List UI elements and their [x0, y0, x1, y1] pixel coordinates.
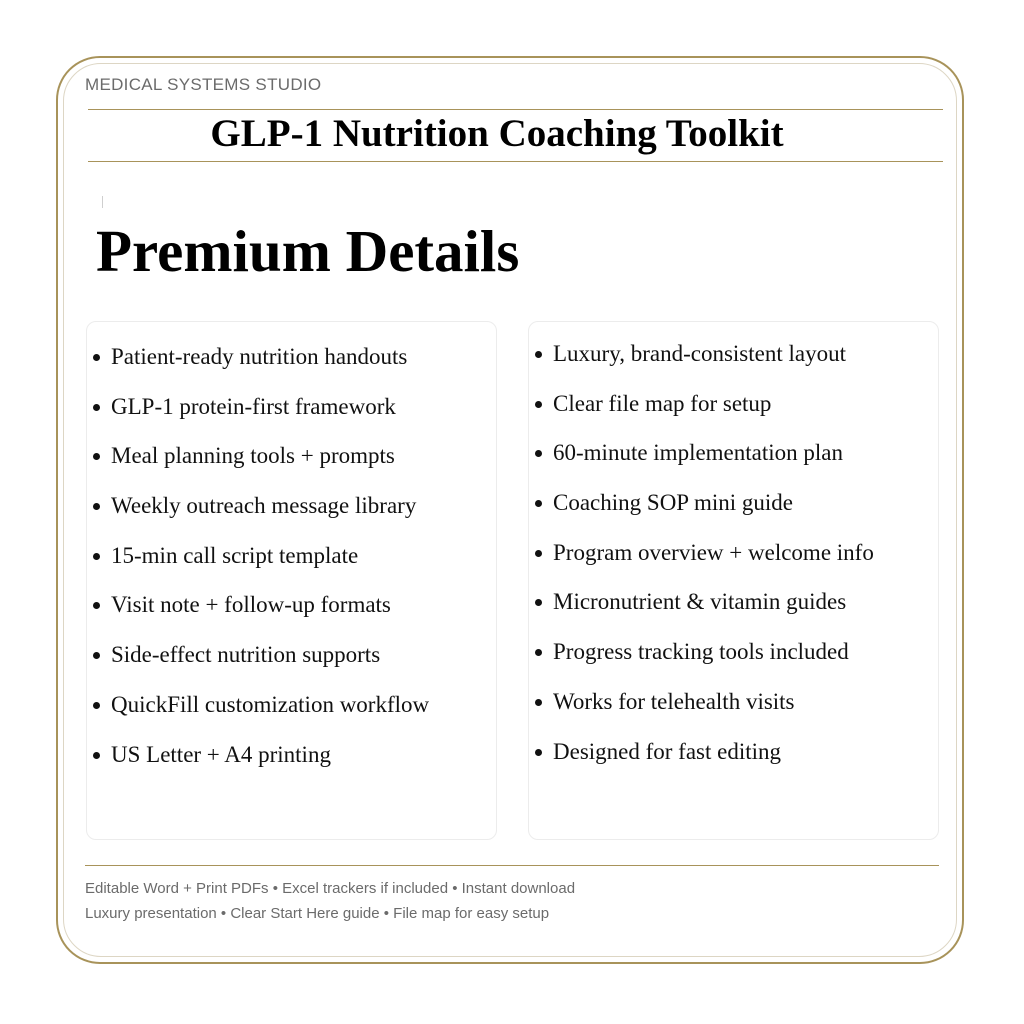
- bullet-icon: [535, 401, 542, 408]
- list-item: [529, 634, 938, 684]
- bullet-icon: [93, 702, 100, 709]
- list-item-label: Side-effect nutrition supports: [111, 642, 381, 668]
- section-title: Premium Details: [96, 218, 520, 284]
- features-card-right: [528, 321, 939, 840]
- features-list-right: [529, 336, 938, 783]
- list-item: [87, 339, 496, 389]
- list-item: [87, 389, 496, 439]
- list-item: [529, 386, 938, 436]
- bullet-icon: [535, 699, 542, 706]
- list-item: [87, 637, 496, 687]
- list-item-label: Visit note + follow-up formats: [111, 592, 391, 618]
- page-title: GLP-1 Nutrition Coaching Toolkit: [210, 112, 784, 155]
- bullet-icon: [93, 453, 100, 460]
- list-item: [529, 684, 938, 734]
- list-item: [87, 538, 496, 588]
- list-item-label: Weekly outreach message library: [111, 493, 417, 519]
- list-item: [87, 587, 496, 637]
- brand-label: MEDICAL SYSTEMS STUDIO: [85, 75, 322, 94]
- bullet-icon: [93, 503, 100, 510]
- list-item: [529, 584, 938, 634]
- list-item: [529, 734, 938, 784]
- list-item-label: Meal planning tools + prompts: [111, 443, 395, 469]
- bullet-icon: [535, 749, 542, 756]
- list-item-label: 15-min call script template: [111, 542, 359, 568]
- list-item-label: 60-minute implementation plan: [553, 440, 843, 466]
- list-item-label: US Letter + A4 printing: [111, 741, 331, 767]
- list-item-label: Coaching SOP mini guide: [553, 490, 794, 516]
- bullet-icon: [93, 602, 100, 609]
- list-item-label: Patient-ready nutrition handouts: [111, 344, 408, 369]
- bullet-icon: [93, 752, 100, 759]
- bullet-icon: [535, 599, 542, 606]
- bullet-icon: [535, 649, 542, 656]
- list-item: [529, 535, 938, 585]
- list-item-label: Luxury, brand-consistent layout: [553, 341, 846, 366]
- list-item-label: Progress tracking tools included: [553, 639, 849, 665]
- text-cursor-mark: [102, 196, 103, 208]
- features-list-left: [87, 339, 496, 786]
- footer-line-1: Editable Word + Print PDFs • Excel trackers if included • Instant download: [85, 880, 576, 897]
- list-item-label: GLP-1 protein-first framework: [111, 393, 396, 419]
- title-rule-bottom: [88, 161, 943, 162]
- bullet-icon: [93, 553, 100, 560]
- bullet-icon: [535, 550, 542, 557]
- list-item-label: Program overview + welcome info: [553, 539, 874, 565]
- list-item: [87, 438, 496, 488]
- bullet-icon: [93, 404, 100, 411]
- list-item: [87, 737, 496, 787]
- list-item-label: Designed for fast editing: [553, 738, 782, 764]
- list-item-label: Works for telehealth visits: [553, 688, 795, 714]
- list-item: [529, 485, 938, 535]
- bullet-icon: [535, 351, 542, 358]
- list-item: [87, 687, 496, 737]
- list-item: [529, 435, 938, 485]
- features-card-left: [86, 321, 497, 840]
- list-item: [529, 336, 938, 386]
- footer-line-2: Luxury presentation • Clear Start Here guide • File map for easy setup: [85, 905, 550, 922]
- bullet-icon: [535, 500, 542, 507]
- list-item-label: Clear file map for setup: [553, 390, 772, 416]
- list-item: [87, 488, 496, 538]
- bullet-icon: [93, 652, 100, 659]
- list-item-label: Micronutrient & vitamin guides: [553, 589, 847, 615]
- list-item-label: QuickFill customization workflow: [111, 691, 430, 717]
- bullet-icon: [535, 450, 542, 457]
- footer-rule: [85, 865, 939, 866]
- bullet-icon: [93, 354, 100, 361]
